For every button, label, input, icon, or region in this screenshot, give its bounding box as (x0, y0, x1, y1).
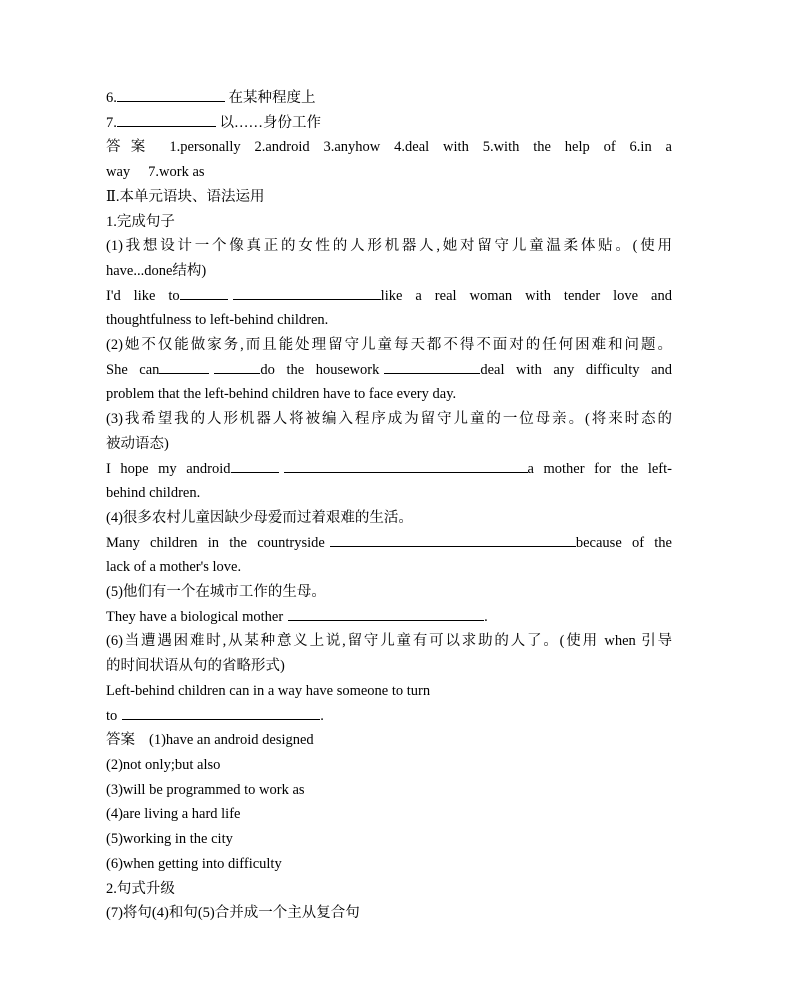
q5-english (106, 605, 672, 630)
q2-blank-1[interactable] (159, 358, 209, 374)
q4-english-line1 (106, 531, 672, 556)
part2-title: 2.句式升级 (106, 880, 175, 897)
answer-6: (6)when getting into difficulty (106, 855, 282, 872)
q1-blank-2[interactable] (233, 284, 381, 300)
q1-blank-1[interactable] (180, 284, 228, 300)
vocab-answer-line (106, 135, 672, 160)
vocab-item-6-meaning: 在某种程度上 (224, 90, 316, 106)
q2-english-line2: problem that the left-behind children have to face every day. (106, 386, 457, 403)
q4-english-line2: lack of a mother's love. (106, 559, 242, 576)
q6-english-text: to (106, 707, 118, 724)
vocab-item-7-number: 7. (106, 114, 117, 131)
q2-blank-3[interactable] (384, 358, 480, 374)
q4-blank[interactable] (330, 531, 576, 547)
q1-english-line1 (106, 284, 672, 309)
vocab-answer-continued-text: way (106, 164, 131, 181)
q2-english-text: She can (106, 361, 160, 378)
q4-english-text: Many children in the countryside (106, 534, 325, 551)
vocab-answer-continued (106, 160, 672, 185)
q7-chinese: (7)将句(4)和句(5)合并成一个主从复合句 (106, 905, 360, 922)
vocab-answer-item: 6.in a (629, 139, 672, 156)
q6-english-line1: Left-behind children can in a way have someone to turn (106, 682, 431, 699)
q1-english-text-2: like a real woman with tender love and (380, 287, 672, 304)
q3-english-text: I hope my android (106, 460, 231, 477)
q2-english-text-2: do the housework (260, 361, 380, 378)
q3-english-line1 (106, 457, 672, 482)
q6-blank[interactable] (122, 704, 320, 720)
q2-blank-2[interactable] (214, 358, 260, 374)
q1-english-text: I'd like to (106, 287, 180, 304)
vocab-item-6-number: 6. (106, 90, 117, 106)
vocab-item-7-meaning: 以……身份工作 (215, 114, 321, 131)
q1-chinese-line1: (1)我想设计一个像真正的女性的人形机器人,她对留守儿童温柔体贴。(使用 (106, 238, 672, 255)
vocab-item-7-blank[interactable] (117, 111, 216, 127)
answer-label: 答案 (106, 732, 135, 749)
q3-english-line2: behind children. (106, 485, 201, 502)
q3-chinese-line1: (3)我希望我的人形机器人将被编入程序成为留守儿童的一位母亲。(将来时态的 (106, 411, 672, 428)
answer-2: (2)not only;but also (106, 756, 221, 773)
q5-period: . (484, 608, 488, 625)
vocab-answer-item: 1.personally (169, 139, 241, 156)
q3-chinese-line2: 被动语态) (106, 435, 169, 452)
vocab-answer-item: 3.anyhow (323, 139, 381, 156)
q2-chinese: (2)她不仅能做家务,而且能处理留守儿童每天都不得不面对的任何困难和问题。 (106, 337, 672, 354)
q3-blank-1[interactable] (231, 457, 279, 473)
vocab-item-6-blank[interactable] (117, 86, 225, 102)
section-heading: Ⅱ.本单元语块、语法运用 (106, 188, 265, 205)
vocab-answer-label: 答案 (106, 139, 156, 156)
q1-chinese-line2: have...done结构) (106, 262, 207, 279)
vocab-answer-item: 2.android (254, 139, 310, 156)
vocab-answer-item: 4.deal with (394, 139, 469, 156)
q6-english-line2 (106, 704, 672, 729)
q3-blank-2[interactable] (284, 457, 528, 473)
q6-period: . (320, 707, 324, 724)
q5-blank[interactable] (288, 605, 484, 621)
document-content (106, 86, 672, 926)
answer-1: (1)have an android designed (149, 732, 314, 749)
q2-english-text-3: deal with any difficulty and (480, 361, 673, 378)
q4-english-text-2: because of the (575, 534, 672, 551)
vocab-answer-item: 7.work as (148, 164, 205, 181)
q2-english-line1 (106, 358, 672, 383)
q1-english-line2: thoughtfulness to left-behind children. (106, 312, 329, 329)
answer-5: (5)working in the city (106, 831, 233, 848)
answer-line-1 (106, 728, 672, 753)
q5-english-text: They have a biological mother (106, 608, 284, 625)
q3-english-text-2: a mother for the left- (527, 460, 672, 477)
vocab-item-7 (106, 111, 672, 136)
answer-3: (3)will be programmed to work as (106, 781, 305, 798)
q6-chinese-line2: 的时间状语从句的省略形式) (106, 658, 285, 675)
part1-title: 1.完成句子 (106, 213, 175, 230)
vocab-item-6 (106, 86, 672, 111)
vocab-answer-item: 5.with the help of (482, 139, 616, 156)
q4-chinese: (4)很多农村儿童因缺少母爱而过着艰难的生活。 (106, 509, 413, 526)
answer-4: (4)are living a hard life (106, 806, 241, 823)
q6-chinese-line1: (6)当遭遇困难时,从某种意义上说,留守儿童有可以求助的人了。(使用 when 引导 (106, 633, 672, 650)
q5-chinese: (5)他们有一个在城市工作的生母。 (106, 584, 326, 601)
